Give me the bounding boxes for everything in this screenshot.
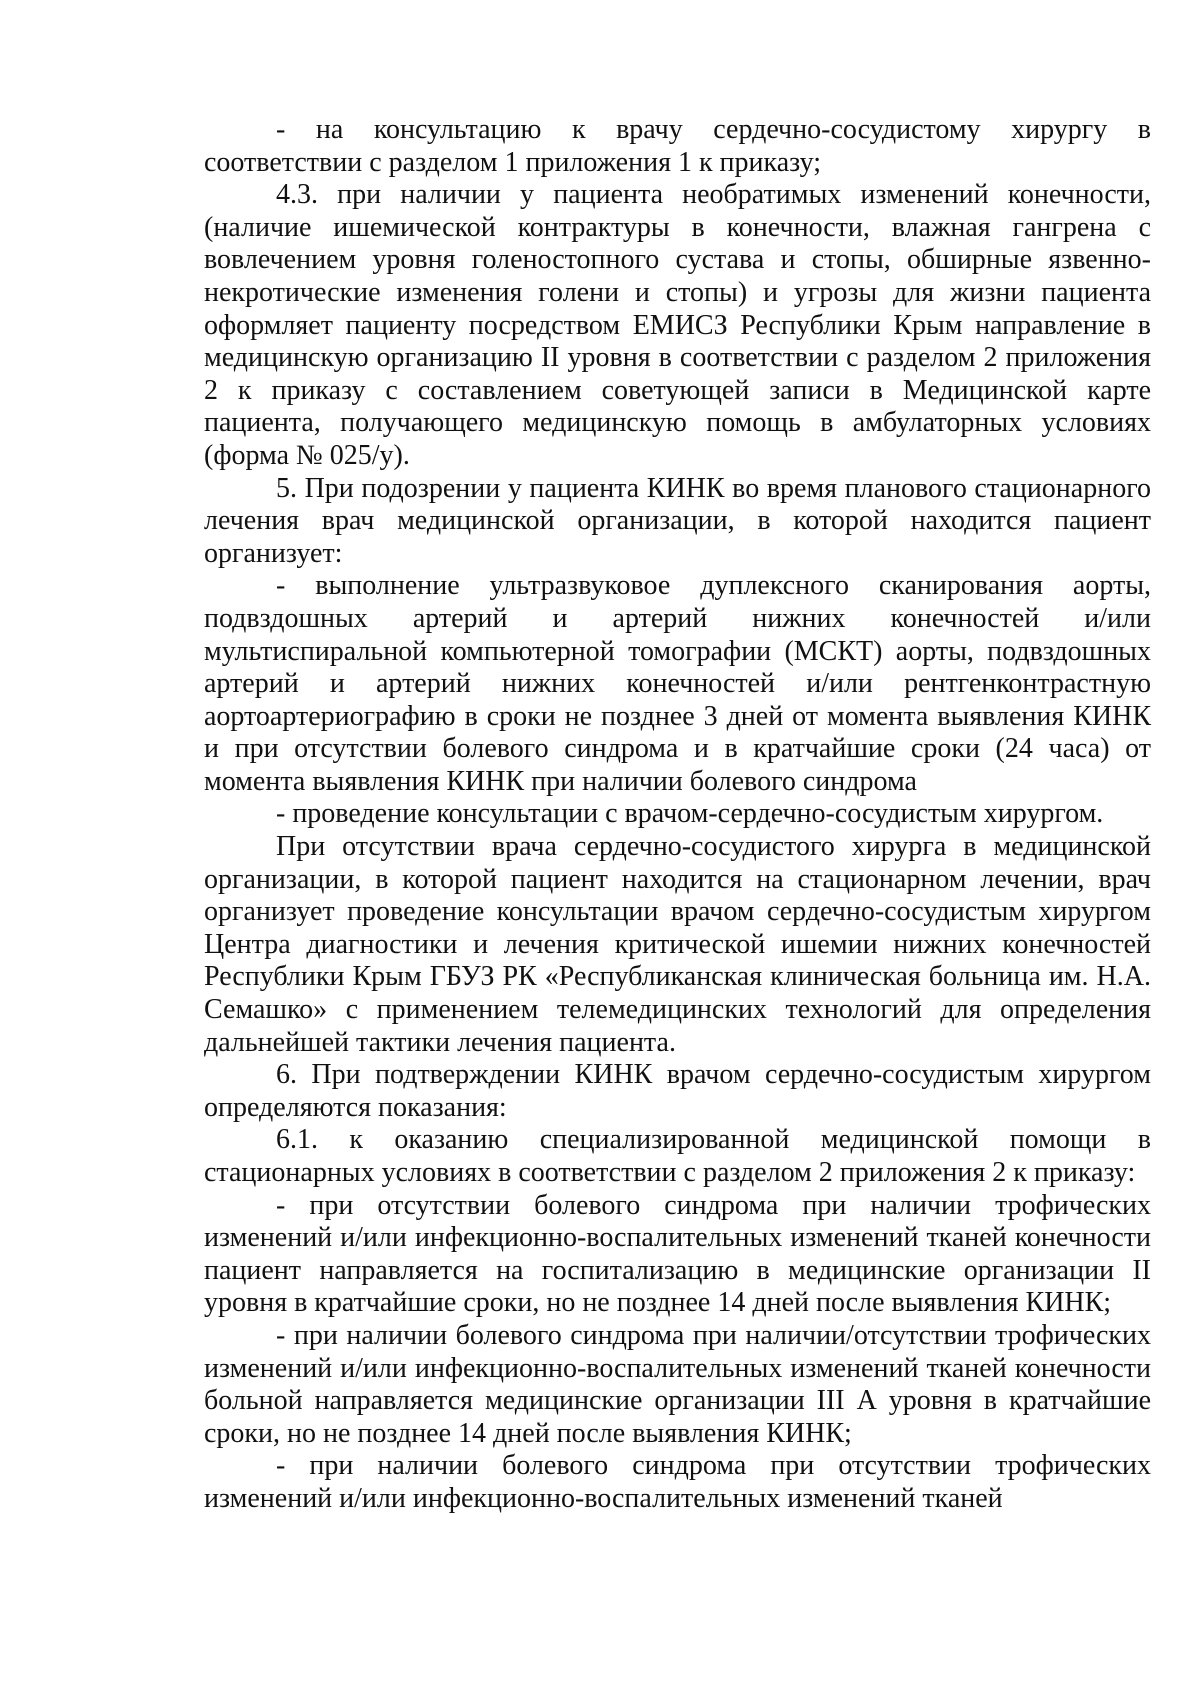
document-body (204, 114, 1151, 1516)
paragraph-consultation-surgeon: - проведение консультации с врачом-сердечно-сосудистым хирургом. (276, 798, 1104, 830)
paragraph-pain-syndrome: - при наличии болевого синдрома при наличии/отсутствии трофических изменений и/или инфекционно-воспалительных изменений тканей конечности больной направляется медицинские организации III А уровня в кратчайшие сроки, но не позднее 14 дней после выявления КИНК; (204, 1319, 1151, 1449)
paragraph-telemedicine: При отсутствии врача сердечно-сосудистого хирурга в медицинской организации, в которой пациент находится на стационарном лечении, врач организует проведение консультации врачом сердечно-сосудистым хирургом Центра диагностики и лечения критической ишемии нижних конечностей Республики Крым ГБУЗ РК «Республиканская клиническая больница им. Н.А. Семашко» с применением телемедицинских технологий для определения дальнейшей тактики лечения пациента. (204, 831, 1151, 1058)
paragraph-6-1: 6.1. к оказанию специализированной медицинской помощи в стационарных условиях в соответствии с разделом 2 приложения 2 к приказу: (204, 1124, 1151, 1188)
paragraph-6: 6. При подтверждении КИНК врачом сердечно-сосудистым хирургом определяются показания: (204, 1059, 1151, 1123)
paragraph-5: 5. При подозрении у пациента КИНК во время планового стационарного лечения врач медицинской организации, в которой находится пациент организует: (204, 472, 1151, 569)
paragraph-pain-no-trophic: - при наличии болевого синдрома при отсутствии трофических изменений и/или инфекционно-воспалительных изменений тканей (204, 1450, 1151, 1514)
paragraph-ultrasound-ct: - выполнение ультразвуковое дуплексного сканирования аорты, подвздошных артерий и артерий нижних конечностей и/или мультиспиральной компьютерной томографии (МСКТ) аорты, подвздошных артерий и артерий нижних конечностей и/или рентгенконтрастную аортоартериографию в сроки не позднее 3 дней от момента выявления КИНК и при отсутствии болевого синдрома и в кратчайшие сроки (24 часа) от момента выявления КИНК при наличии болевого синдрома (204, 570, 1151, 797)
paragraph-no-pain-syndrome: - при отсутствии болевого синдрома при наличии трофических изменений и/или инфекционно-воспалительных изменений тканей конечности пациент направляется на госпитализацию в медицинские организации II уровня в кратчайшие сроки, но не позднее 14 дней после выявления КИНК; (204, 1189, 1151, 1319)
paragraph-4-3: 4.3. при наличии у пациента необратимых изменений конечности, (наличие ишемической контрактуры в конечности, влажная гангрена с вовлечением уровня голеностопного сустава и стопы, обширные язвенно-некротические изменения голени и стопы) и угрозы для жизни пациента оформляет пациенту посредством ЕМИСЗ Республики Крым направление в медицинскую организацию II уровня в соответствии с разделом 2 приложения 2 к приказу с составлением советующей записи в Медицинской карте пациента, получающего медицинскую помощь в амбулаторных условиях (форма № 025/у). (204, 179, 1151, 471)
paragraph-consultation-referral: - на консультацию к врачу сердечно-сосудистому хирургу в соответствии с разделом 1 приложения 1 к приказу; (204, 114, 1151, 178)
